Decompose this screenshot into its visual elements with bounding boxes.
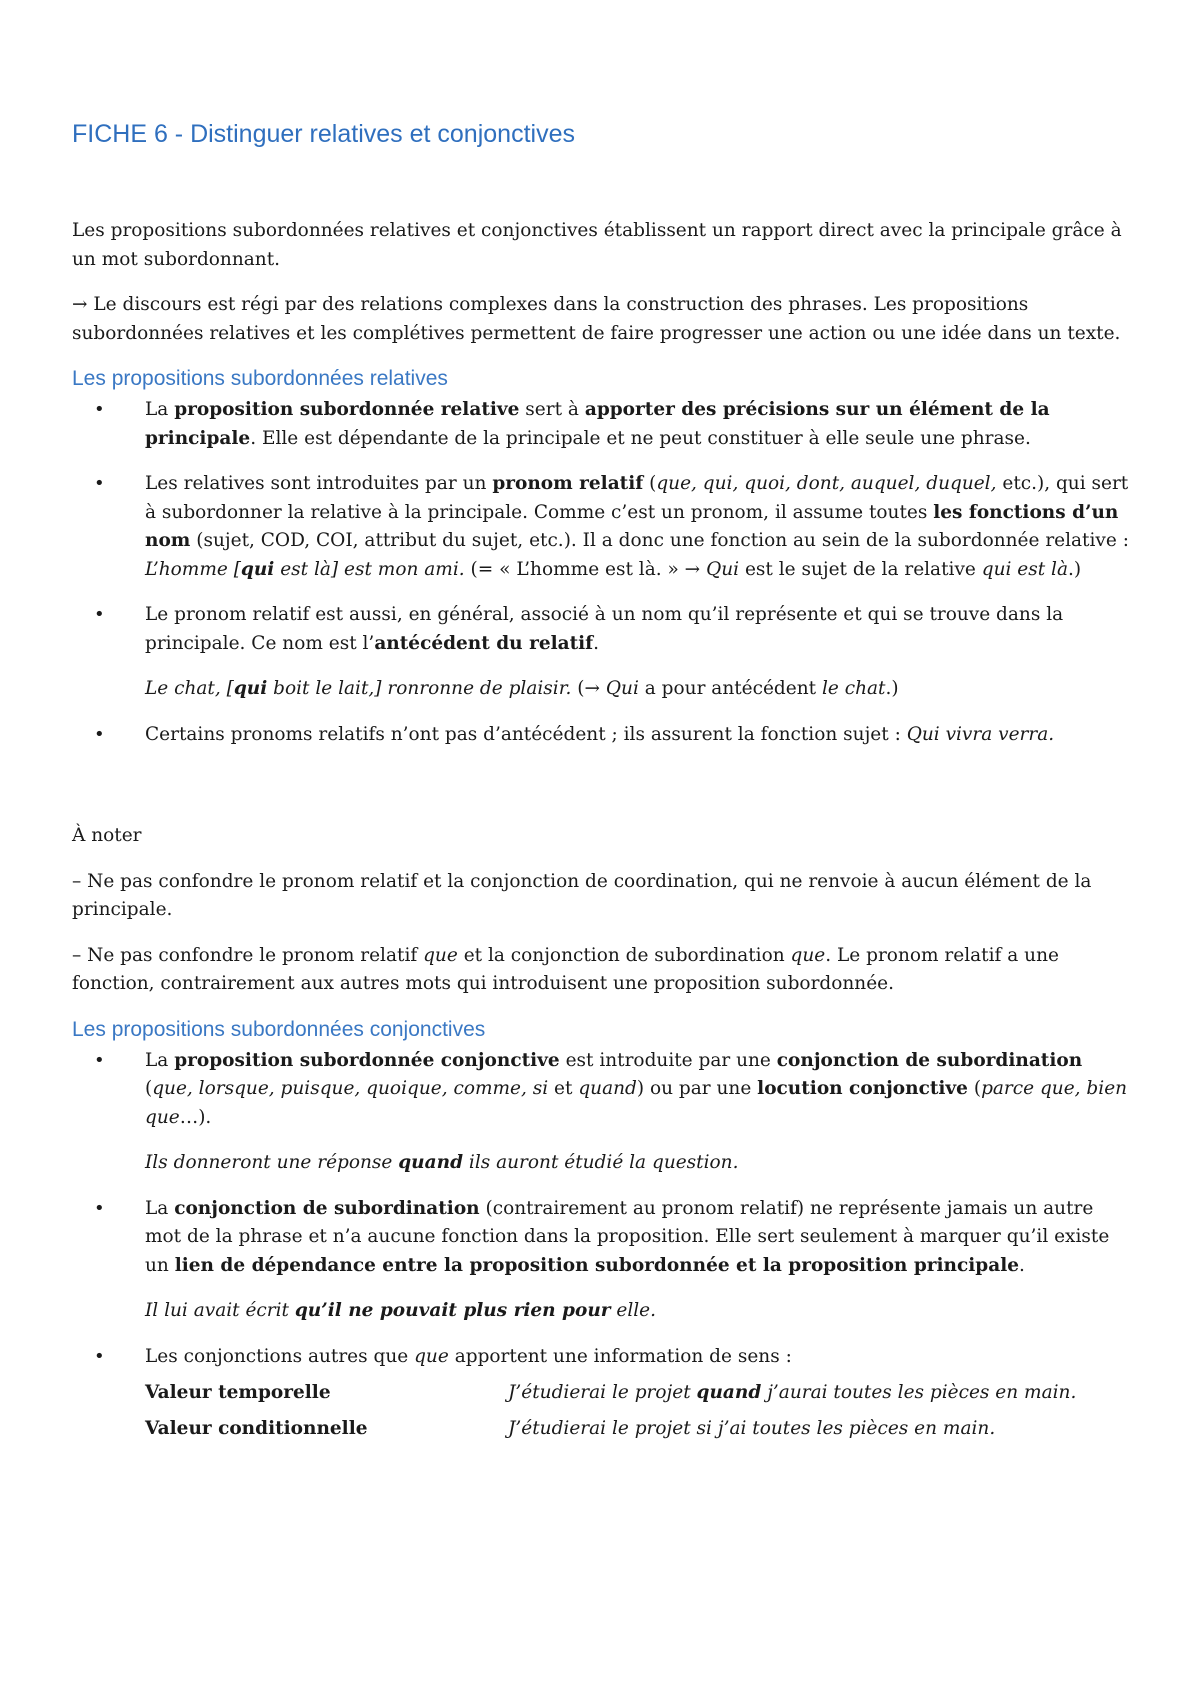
list-item: • La proposition subordonnée conjonctive est introduite par une conjonction de subordination (que, lorsque, puisque, quoique, comme, si et quand) ou par une locution conjonctive (parce que, bien que…). (72, 1047, 1132, 1133)
example-subordination: Il lui avait écrit qu’il ne pouvait plus rien pour elle. (145, 1300, 657, 1321)
list-item: • Le pronom relatif est aussi, en général, associé à un nom qu’il représente et qui se trouve dans la principale. Ce nom est l’antécédent du relatif. (72, 601, 1132, 658)
list-item: • La conjonction de subordination (contrairement au pronom relatif) ne représente jamais un autre mot de la phrase et n’a aucune fonction dans la proposition. Elle sert seulement à marquer qu’il existe un lien de dépendance entre la proposition subordonnée et la proposition principale. (72, 1195, 1132, 1281)
note-paragraph: – Ne pas confondre le pronom relatif que et la conjonction de subordination que. Le pronom relatif a une fonction, contrairement aux autres mots qui introduisent une proposition subordonnée. (72, 944, 1059, 994)
value-row (145, 1411, 1132, 1447)
value-example: J’étudierai le projet si j’ai toutes les pièces en main. (508, 1418, 996, 1439)
value-row (145, 1375, 1132, 1411)
relatives-bullet-list (72, 396, 1132, 658)
section-heading-relatives: Les propositions subordonnées relatives (72, 367, 448, 390)
document-page (72, 118, 1132, 1447)
note-paragraph: – Ne pas confondre le pronom relatif et la conjonction de coordination, qui ne renvoie à aucun élément de la principale. (72, 870, 1092, 920)
value-example: J’étudierai le projet quand j’aurai toutes les pièces en main. (508, 1382, 1077, 1403)
list-item: • Les conjonctions autres que que apportent une information de sens : (72, 1343, 1132, 1372)
list-item: • Les relatives sont introduites par un pronom relatif (que, qui, quoi, dont, auquel, duquel, etc.), qui sert à subordonner la relative à la principale. Comme c’est un pronom, il assume toutes les fonctions d’un nom (sujet, COD, COI, attribut du sujet, etc.). Il a donc une fonction au sein de la subordonnée relative : L’homme [qui est là] est mon ami. (= « L’homme est là. » → Qui est le sujet de la relative qui est là.) (72, 470, 1132, 584)
list-item: • La proposition subordonnée relative sert à apporter des précisions sur un élément de la principale. Elle est dépendante de la principale et ne peut constituer à elle seule une phrase. (72, 396, 1132, 453)
page-title: FICHE 6 - Distinguer relatives et conjonctives (72, 120, 575, 148)
value-label: Valeur temporelle (145, 1382, 331, 1403)
note-heading: À noter (72, 825, 142, 846)
value-table (72, 1375, 1132, 1447)
intro-paragraph: Les propositions subordonnées relatives et conjonctives établissent un rapport direct avec la principale grâce à un mot subordonnant. (72, 220, 1122, 270)
section-heading-conjonctives: Les propositions subordonnées conjonctives (72, 1017, 486, 1041)
list-item: • Certains pronoms relatifs n’ont pas d’antécédent ; ils assurent la fonction sujet : Qui vivra verra. (72, 721, 1132, 750)
conjonctives-bullet-list-2 (72, 1195, 1132, 1281)
intro-arrow-paragraph: → Le discours est régi par des relations complexes dans la construction des phrases. Les propositions subordonnées relatives et les complétives permettent de faire progresser une action ou une idée dans un texte. (72, 294, 1121, 344)
conjonctives-bullet-list-3 (72, 1343, 1132, 1372)
example-conjonctive: Ils donneront une réponse quand ils auront étudié la question. (145, 1152, 739, 1173)
value-label: Valeur conditionnelle (145, 1418, 368, 1439)
conjonctives-bullet-list (72, 1047, 1132, 1133)
example-relative-antecedent: Le chat, [qui boit le lait,] ronronne de plaisir. (→ Qui a pour antécédent le chat.) (145, 678, 899, 699)
relatives-bullet-list-2 (72, 721, 1132, 750)
